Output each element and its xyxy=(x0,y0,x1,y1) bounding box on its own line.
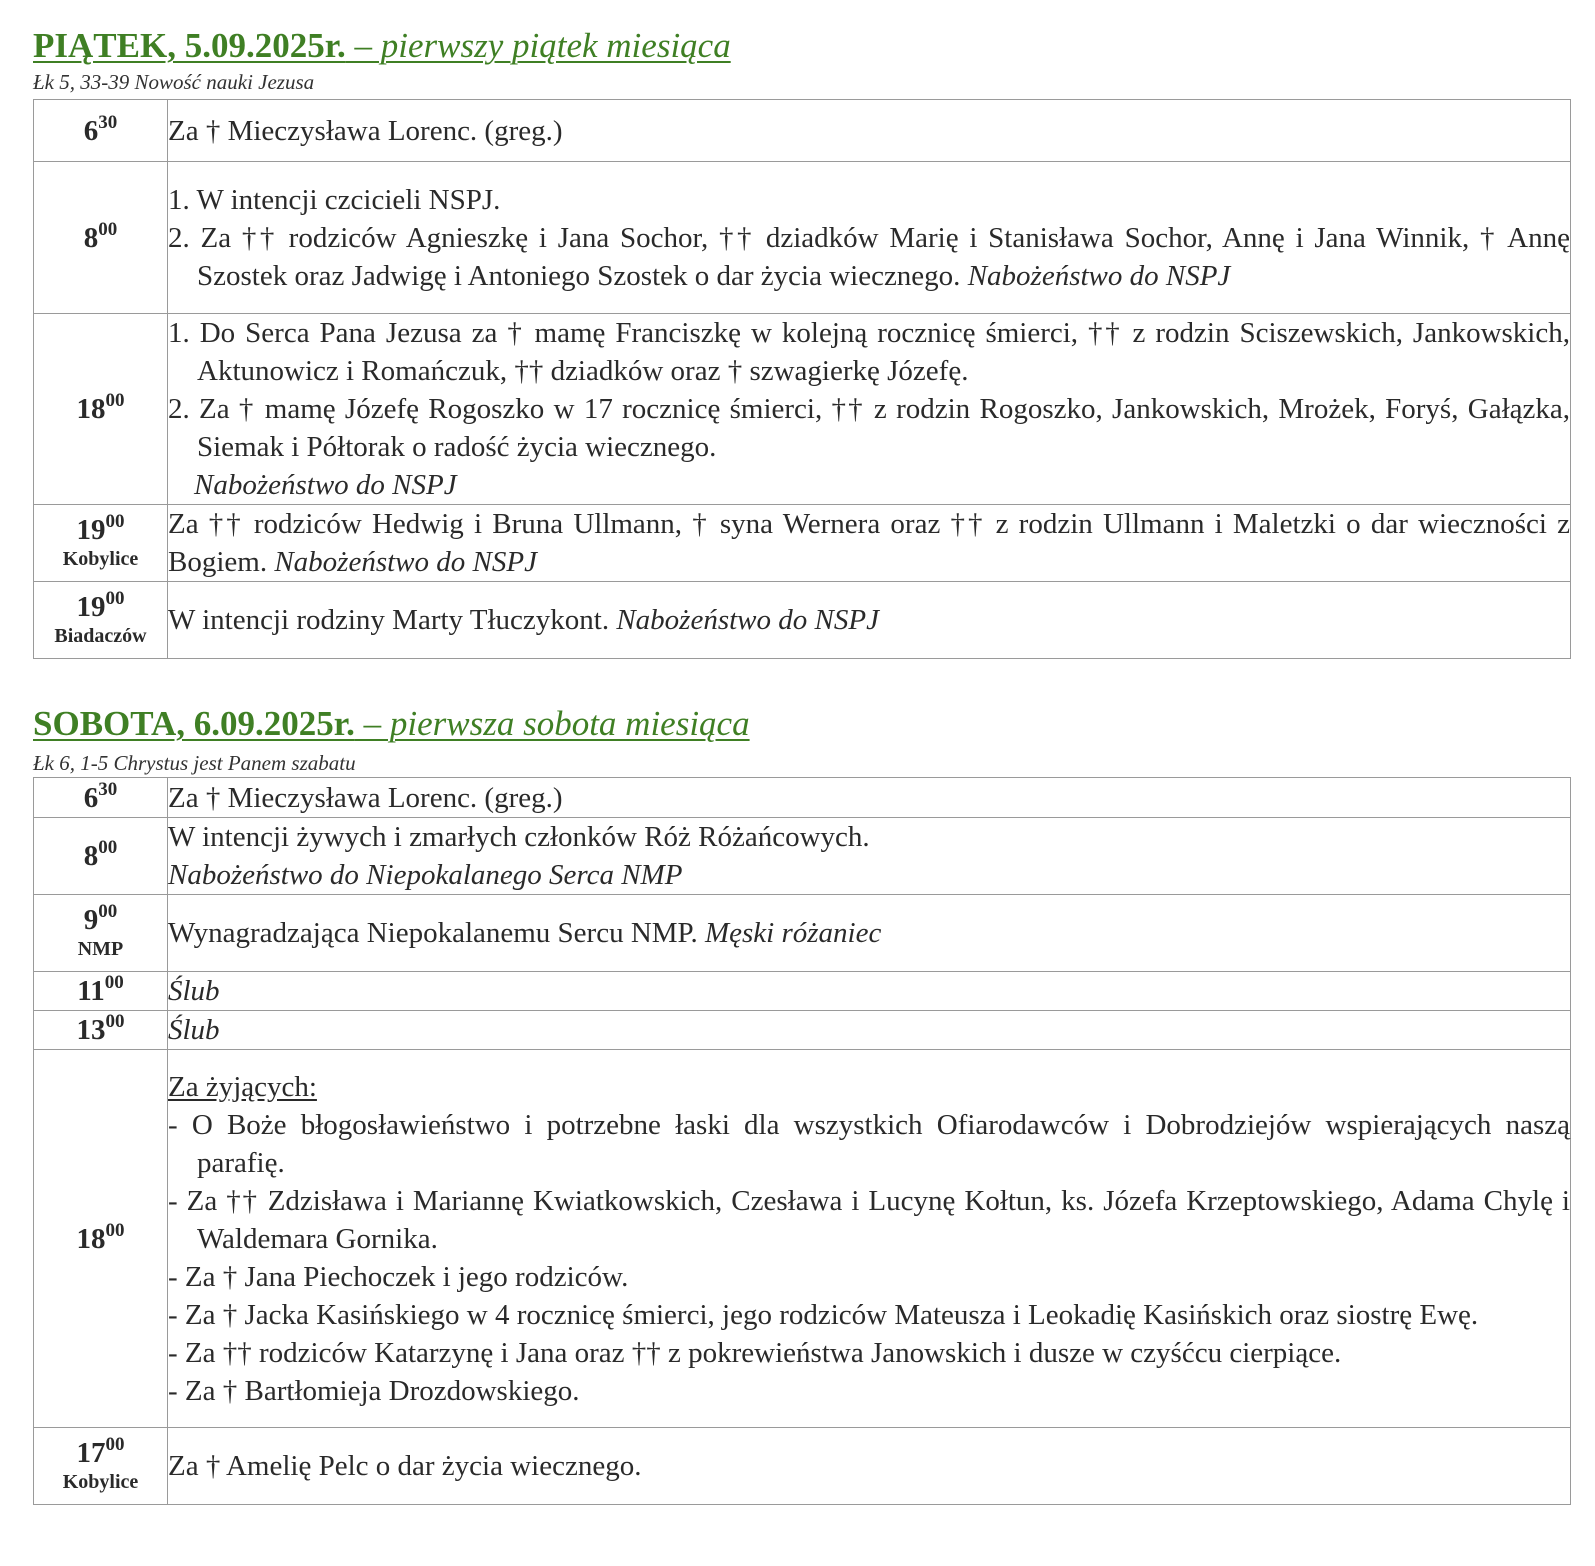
minutes: 00 xyxy=(105,1011,125,1032)
intention-note: Ślub xyxy=(168,1014,220,1046)
mass-time xyxy=(34,972,168,1011)
table-row xyxy=(34,582,1571,659)
hour: 18 xyxy=(76,393,106,425)
hour: 8 xyxy=(83,221,99,254)
intention-item-2: 2. Za † mamę Józefę Rogoszko w 17 rocznicę śmierci, †† z rodzin Rogoszko, Jankowskich, Mrożek, Foryś, Gałązka, Siemak i Półtorak o radość życia wiecznego. xyxy=(168,393,1570,463)
mass-intention xyxy=(168,778,1571,818)
table-row xyxy=(34,1011,1571,1050)
hour: 9 xyxy=(83,904,99,936)
mass-intention xyxy=(168,818,1571,895)
mass-place: Biadaczów xyxy=(54,625,147,647)
hour: 18 xyxy=(76,1222,106,1255)
mass-time xyxy=(34,895,168,972)
table-row xyxy=(34,778,1571,818)
list-item: - O Boże błogosławieństwo i potrzebne łaski dla wszystkich Ofiarodawców i Dobrodziejów wspierających naszą parafię. xyxy=(168,1108,1570,1179)
hour: 19 xyxy=(76,591,106,623)
friday-schedule-table xyxy=(33,99,1571,659)
table-row xyxy=(34,1050,1571,1428)
intention-text: Za †† rodziców Hedwig i Bruna Ullmann, † syna Wernera oraz †† z rodzin Ullmann i Maletzki o dar wieczności z Bogiem. xyxy=(168,508,1570,578)
hour: 19 xyxy=(76,514,106,546)
intention-text: W intencji rodziny Marty Tłuczykont. xyxy=(168,604,617,636)
intention-note: Nabożeństwo do NSPJ xyxy=(616,604,879,636)
table-row xyxy=(34,162,1571,314)
table-row xyxy=(34,1428,1571,1505)
intention-item-2-note: Nabożeństwo do NSPJ xyxy=(967,259,1231,292)
hour: 6 xyxy=(83,781,99,814)
mass-place: Kobylice xyxy=(62,1471,139,1493)
mass-intention xyxy=(168,582,1571,659)
minutes: 00 xyxy=(105,511,125,532)
saturday-schedule-table xyxy=(33,777,1571,1505)
table-row xyxy=(34,972,1571,1011)
saturday-heading xyxy=(33,704,750,744)
intention-item-1: 1. Do Serca Pana Jezusa za † mamę Franciszkę w kolejną rocznicę śmierci, †† z rodzin Sciszewskich, Jankowskich, Aktunowicz i Romańczuk, †† dziadków oraz † szwagierkę Józefę. xyxy=(168,317,1570,387)
saturday-reading: Łk 6, 1-5 Chrystus jest Panem szabatu xyxy=(33,751,356,775)
intention-note: Męski różaniec xyxy=(704,917,882,949)
hour: 17 xyxy=(76,1437,106,1469)
hour: 8 xyxy=(83,840,99,872)
hour: 11 xyxy=(77,975,105,1007)
intention-item-1: 1. W intencji czcicieli NSPJ. xyxy=(168,183,501,216)
mass-intention xyxy=(168,162,1571,314)
mass-time xyxy=(34,505,168,582)
mass-time xyxy=(34,1428,168,1505)
intention-text: Wynagradzająca Niepokalanemu Sercu NMP. xyxy=(168,917,705,949)
mass-place: Kobylice xyxy=(62,548,139,570)
table-row xyxy=(34,314,1571,505)
table-row xyxy=(34,100,1571,162)
intention-note: Ślub xyxy=(168,975,220,1007)
table-row xyxy=(34,818,1571,895)
intention-text: Za † Mieczysława Lorenc. (greg.) xyxy=(168,781,563,814)
minutes: 00 xyxy=(98,837,118,858)
minutes: 30 xyxy=(98,778,118,800)
table-row xyxy=(34,505,1571,582)
mass-intention xyxy=(168,1050,1571,1428)
friday-title: PIĄTEK, 5.09.2025r. xyxy=(33,26,346,65)
minutes: 00 xyxy=(105,1434,125,1455)
list-item: - Za †† rodziców Katarzynę i Jana oraz †† z pokrewieństwa Janowskich i dusze w czyśćcu cierpiące. xyxy=(168,1336,1342,1369)
mass-intention xyxy=(168,1011,1571,1050)
intention-header: Za żyjących: xyxy=(168,1070,317,1103)
mass-time xyxy=(34,778,168,818)
mass-intention xyxy=(168,972,1571,1011)
minutes: 30 xyxy=(98,111,118,133)
minutes: 00 xyxy=(105,588,125,609)
intention-note: Nabożeństwo do NSPJ xyxy=(194,469,457,501)
hour: 6 xyxy=(83,114,99,147)
mass-intention xyxy=(168,100,1571,162)
mass-time xyxy=(34,818,168,895)
friday-reading: Łk 5, 33-39 Nowość nauki Jezusa xyxy=(33,70,315,94)
mass-intention xyxy=(168,895,1571,972)
mass-place: NMP xyxy=(77,938,124,960)
intention-note: Nabożeństwo do Niepokalanego Serca NMP xyxy=(168,859,683,891)
intention-text: W intencji żywych i zmarłych członków Róż Różańcowych. xyxy=(168,821,870,853)
list-item: - Za † Bartłomieja Drozdowskiego. xyxy=(168,1374,580,1407)
list-item: - Za † Jacka Kasińskiego w 4 rocznicę śmierci, jego rodziców Mateusza i Leokadię Kasińskich oraz siostrę Ewę. xyxy=(168,1298,1479,1331)
intention-note: Nabożeństwo do NSPJ xyxy=(274,546,537,578)
mass-intention xyxy=(168,505,1571,582)
mass-time xyxy=(34,582,168,659)
mass-time xyxy=(34,1050,168,1428)
intention-text: Za † Mieczysława Lorenc. (greg.) xyxy=(168,114,563,147)
minutes: 00 xyxy=(104,972,124,993)
minutes: 00 xyxy=(98,218,118,240)
mass-time xyxy=(34,314,168,505)
minutes: 00 xyxy=(98,901,118,922)
intention-item-2 xyxy=(168,219,1570,295)
list-item: - Za †† Zdzisława i Mariannę Kwiatkowskich, Czesława i Lucynę Kołtun, ks. Józefa Krzeptowskiego, Adama Chylę i Waldemara Gornika. xyxy=(168,1184,1570,1255)
saturday-subtitle: – pierwsza sobota miesiąca xyxy=(354,704,750,743)
mass-intention xyxy=(168,1428,1571,1505)
mass-time xyxy=(34,162,168,314)
mass-intention xyxy=(168,314,1571,505)
intention-item-2-text: 2. Za †† rodziców Agnieszkę i Jana Sochor, †† dziadków Marię i Stanisława Sochor, Annę i Jana Winnik, † Annę Szostek oraz Jadwigę i Antoniego Szostek o dar życia wiecznego. xyxy=(168,221,1570,292)
hour: 13 xyxy=(76,1014,106,1046)
friday-heading xyxy=(33,26,731,66)
friday-subtitle: – pierwszy piątek miesiąca xyxy=(345,26,731,65)
table-row xyxy=(34,895,1571,972)
minutes: 00 xyxy=(105,390,125,411)
minutes: 00 xyxy=(105,1219,125,1241)
mass-time xyxy=(34,1011,168,1050)
saturday-title: SOBOTA, 6.09.2025r. xyxy=(33,704,355,743)
mass-time xyxy=(34,100,168,162)
intention-text: Za † Amelię Pelc o dar życia wiecznego. xyxy=(168,1450,642,1482)
list-item: - Za † Jana Piechoczek i jego rodziców. xyxy=(168,1260,629,1293)
